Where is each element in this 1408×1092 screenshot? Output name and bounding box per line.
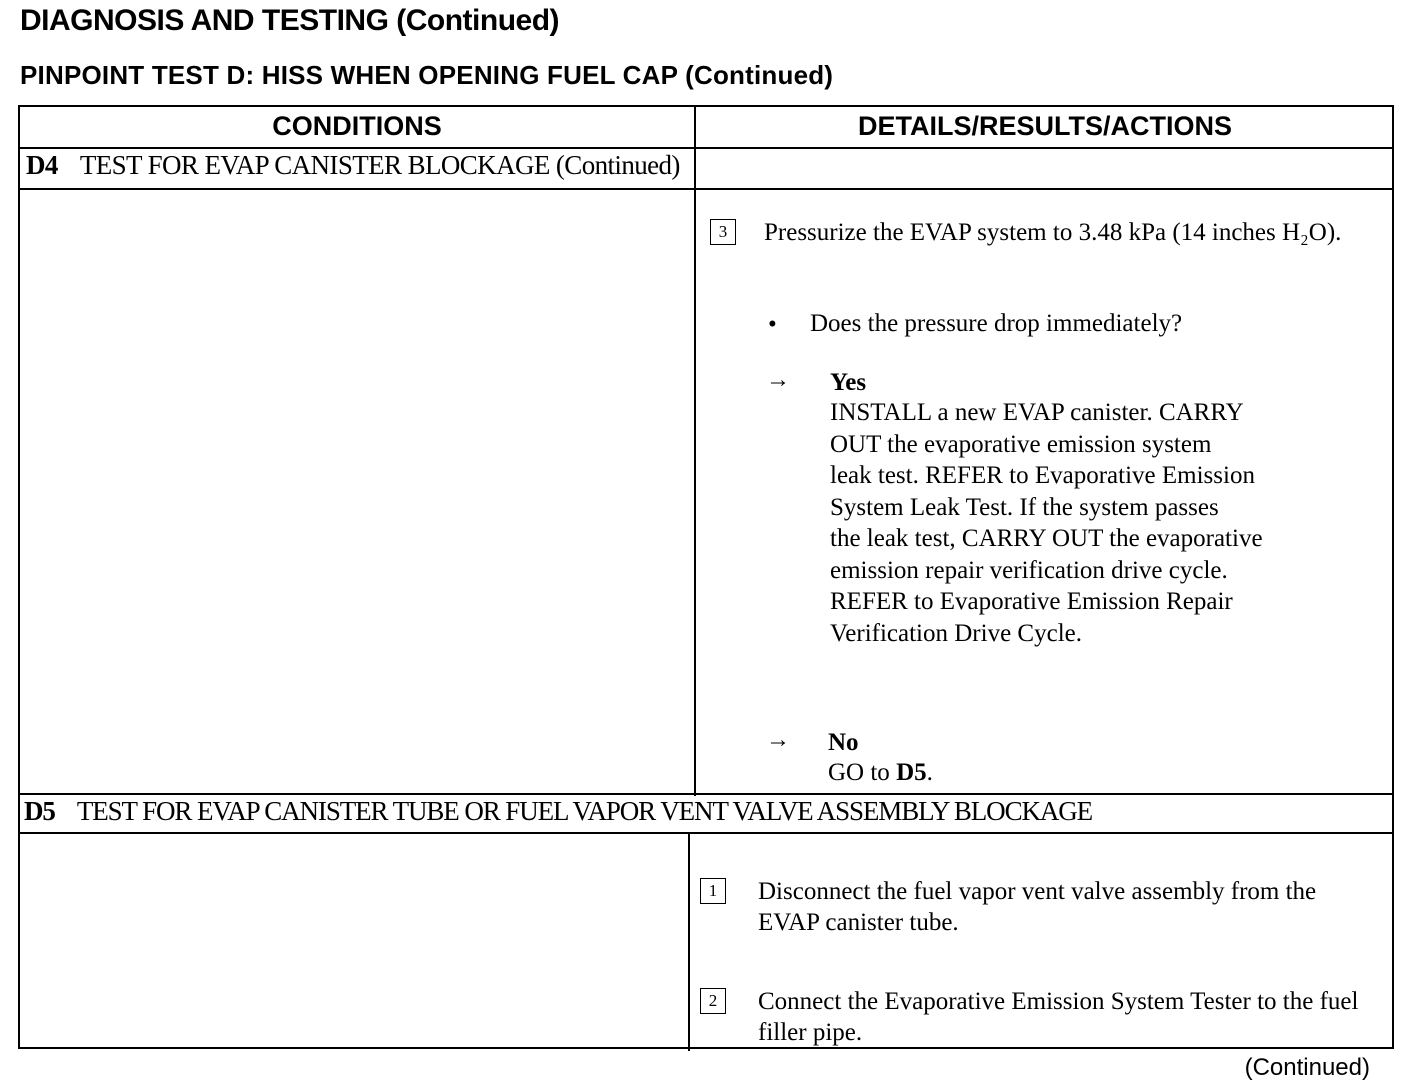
- step-number-box: 1: [700, 878, 726, 904]
- yes-arrow-icon: →: [766, 367, 790, 393]
- d4-title-rule: [20, 188, 1392, 190]
- yes-action: [830, 397, 1390, 649]
- yes-action-line: OUT the evaporative emission system: [830, 430, 1212, 458]
- no-arrow-icon: →: [766, 727, 790, 753]
- yes-action-line: REFER to Evaporative Emission Repair: [830, 588, 1233, 615]
- column-divider-lower: [688, 832, 690, 1051]
- no-action-prefix: GO to: [828, 759, 897, 786]
- yes-action-line: System Leak Test. If the system passes: [830, 493, 1219, 521]
- bullet-icon: •: [768, 311, 777, 338]
- step-number-box: 3: [710, 219, 736, 245]
- step-number-box: 2: [700, 988, 726, 1014]
- yes-label: Yes: [830, 369, 867, 396]
- d5-top-rule: [20, 793, 1392, 795]
- d5-section-title: [24, 796, 1092, 827]
- page-heading: DIAGNOSIS AND TESTING (Continued): [20, 4, 560, 37]
- d4-question: Does the pressure drop immediately?: [810, 310, 1183, 337]
- d5-step-id: D5: [24, 796, 55, 826]
- yes-action-line: leak test. REFER to Evaporative Emission: [830, 462, 1255, 489]
- d5-title-rule: [20, 832, 1392, 834]
- yes-action-line: the leak test, CARRY OUT the evaporative: [830, 525, 1263, 552]
- no-action: [828, 757, 933, 788]
- yes-action-line: INSTALL a new EVAP canister. CARRY: [830, 399, 1244, 426]
- pinpoint-test-title: PINPOINT TEST D: HISS WHEN OPENING FUEL CAP (Continued): [20, 60, 834, 90]
- no-action-target: D5: [896, 759, 927, 786]
- d4-step-text: Pressurize the EVAP system to 3.48 kPa (14 inches H₂O).: [764, 219, 1342, 246]
- continued-footer: (Continued): [1244, 1054, 1370, 1081]
- d4-section-title: [26, 150, 680, 181]
- d5-title-text: TEST FOR EVAP CANISTER TUBE OR FUEL VAPOR VENT VALVE ASSEMBLY BLOCKAGE: [76, 796, 1093, 826]
- pinpoint-test-table: [18, 105, 1394, 1049]
- column-divider-upper: [694, 107, 696, 796]
- d4-step-id: D4: [26, 150, 58, 180]
- no-label: No: [828, 729, 859, 756]
- details-column-header: DETAILS/RESULTS/ACTIONS: [857, 111, 1232, 141]
- yes-action-line: Verification Drive Cycle.: [830, 619, 1082, 647]
- conditions-column-header: CONDITIONS: [272, 111, 442, 141]
- d4-title-text: TEST FOR EVAP CANISTER BLOCKAGE (Continued): [79, 150, 680, 180]
- d5-step-1-text: Disconnect the fuel vapor vent valve assembly from the EVAP canister tube.: [758, 878, 1317, 936]
- no-action-suffix: .: [926, 759, 933, 786]
- yes-action-line: emission repair verification drive cycle.: [830, 556, 1228, 584]
- header-rule: [20, 147, 1392, 149]
- d5-step-2-text: Connect the Evaporative Emission System Tester to the fuel filler pipe.: [758, 988, 1359, 1046]
